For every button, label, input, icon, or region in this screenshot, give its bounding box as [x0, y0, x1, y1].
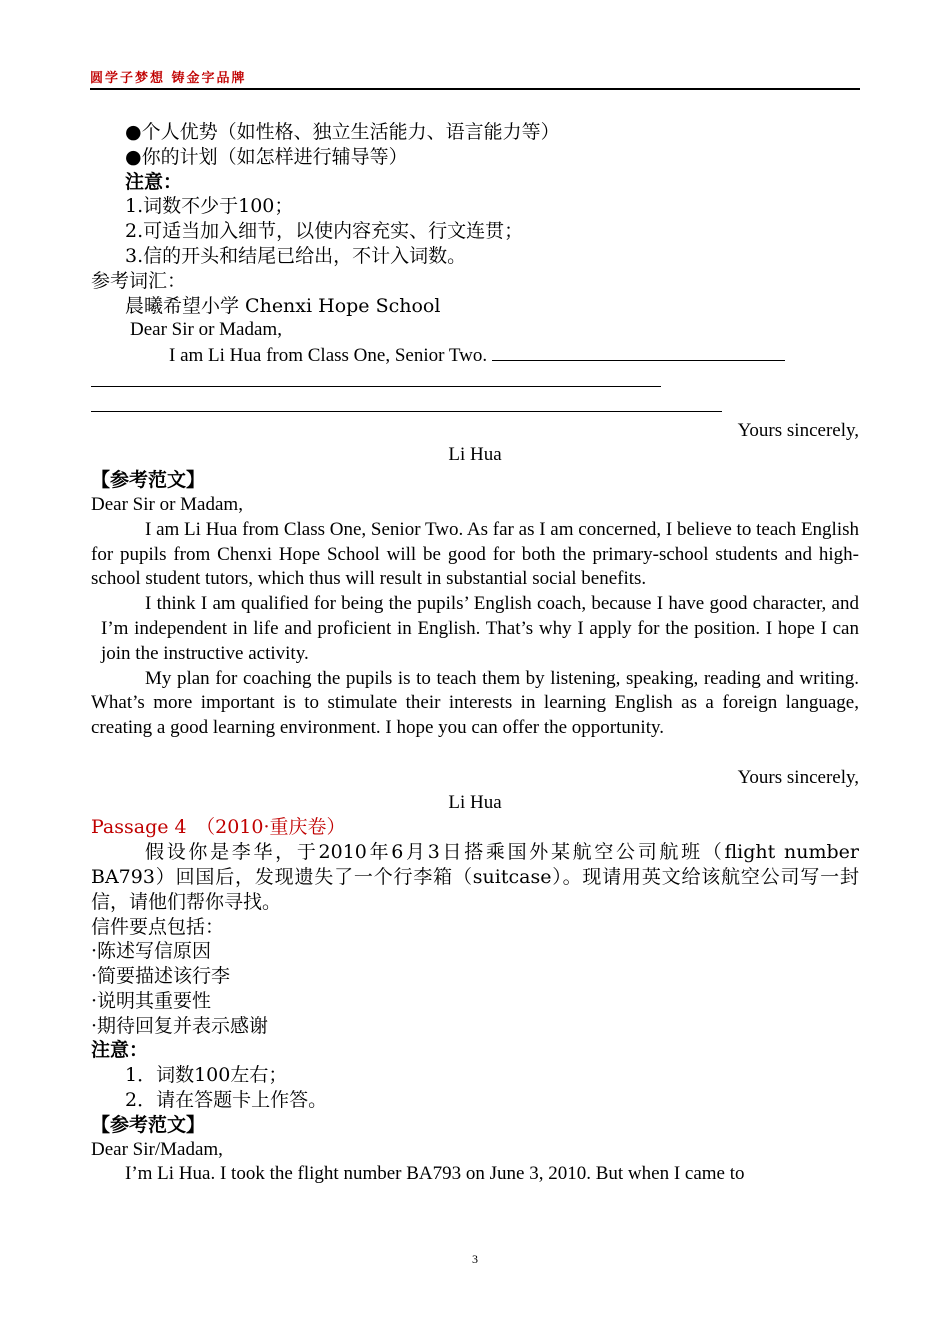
header-brand: 圆学子梦想 铸金字品牌 [90, 71, 247, 86]
sample-paragraph: I think I am qualified for being the pupils’ English coach, because I have good character, and I’m independent in life and proficient in English. That’s why I apply for the position. I hope I can join the instructive activity. [101, 593, 859, 664]
letter-greeting: Dear Sir or Madam, [130, 319, 282, 341]
sample-closing: Yours sincerely, [737, 766, 859, 788]
point-item: ·简要描述该行李 [91, 965, 231, 988]
note-title: 注意： [91, 1039, 149, 1062]
letter-opening-line [91, 343, 859, 369]
sample-greeting: Dear Sir or Madam, [91, 493, 243, 515]
point-item: ·期待回复并表示感谢 [91, 1014, 269, 1037]
document-body [91, 120, 859, 1187]
point-item: ·陈述写信原因 [91, 940, 212, 963]
answer-blank [91, 394, 722, 412]
header-rule [90, 88, 860, 90]
vocab-title: 参考词汇： [91, 269, 187, 292]
note-item: 1.词数不少于100； [125, 195, 294, 218]
note-item: 2．请在答题卡上作答。 [125, 1089, 328, 1112]
letter-signature: Li Hua [448, 444, 502, 466]
vocab-item: 晨曦希望小学 Chenxi Hope School [125, 294, 441, 317]
sample-title: 【参考范文】 [91, 469, 206, 492]
sample-signature: Li Hua [448, 791, 502, 813]
note-item: 3.信的开头和结尾已给出，不计入词数。 [125, 244, 467, 267]
spacer [91, 741, 859, 766]
passage-prompt: 假设你是李华，于2010年6月3日搭乘国外某航空公司航班（flight number BA793）回国后，发现遗失了一个行李箱（suitcase）。现请用英文给该航空公司写一封信，请他们帮你寻找。 [91, 841, 859, 913]
passage-title: Passage 4 （2010·重庆卷） [91, 816, 346, 839]
letter-closing: Yours sincerely, [737, 419, 859, 441]
note-item: 2.可适当加入细节，以使内容充实、行文连贯； [125, 220, 524, 243]
sample-paragraph: My plan for coaching the pupils is to teach them by listening, speaking, reading and writing. What’s more important is to stimulate their interests in learning English as a foreign language, creating a good learning environment. I hope you can offer the opportunity. [91, 667, 859, 739]
page-number: 3 [472, 1252, 478, 1266]
point-item: ·说明其重要性 [91, 989, 212, 1012]
point-item: ●你的计划（如怎样进行辅导等） [125, 145, 408, 168]
sample-first-line: I’m Li Hua. I took the flight number BA793 on June 3, 2010. But when I came to [125, 1163, 745, 1185]
answer-line [91, 394, 859, 419]
answer-blank [492, 343, 785, 361]
answer-line [91, 369, 859, 394]
sample-paragraph: I am Li Hua from Class One, Senior Two. As far as I am concerned, I believe to teach English for pupils from Chenxi Hope School will be good for both the primary-school students and high-school student tutors, which thus will result in substantial social benefits. [91, 518, 859, 590]
sample-greeting: Dear Sir/Madam, [91, 1138, 223, 1160]
letter-opening: I am Li Hua from Class One, Senior Two. [169, 345, 488, 367]
note-title: 注意： [125, 170, 183, 193]
note-item: 1．词数100左右； [125, 1064, 288, 1087]
points-title: 信件要点包括： [91, 915, 225, 938]
sample-title: 【参考范文】 [91, 1113, 206, 1136]
answer-blank [91, 369, 661, 387]
point-item: ●个人优势（如性格、独立生活能力、语言能力等） [125, 121, 560, 143]
